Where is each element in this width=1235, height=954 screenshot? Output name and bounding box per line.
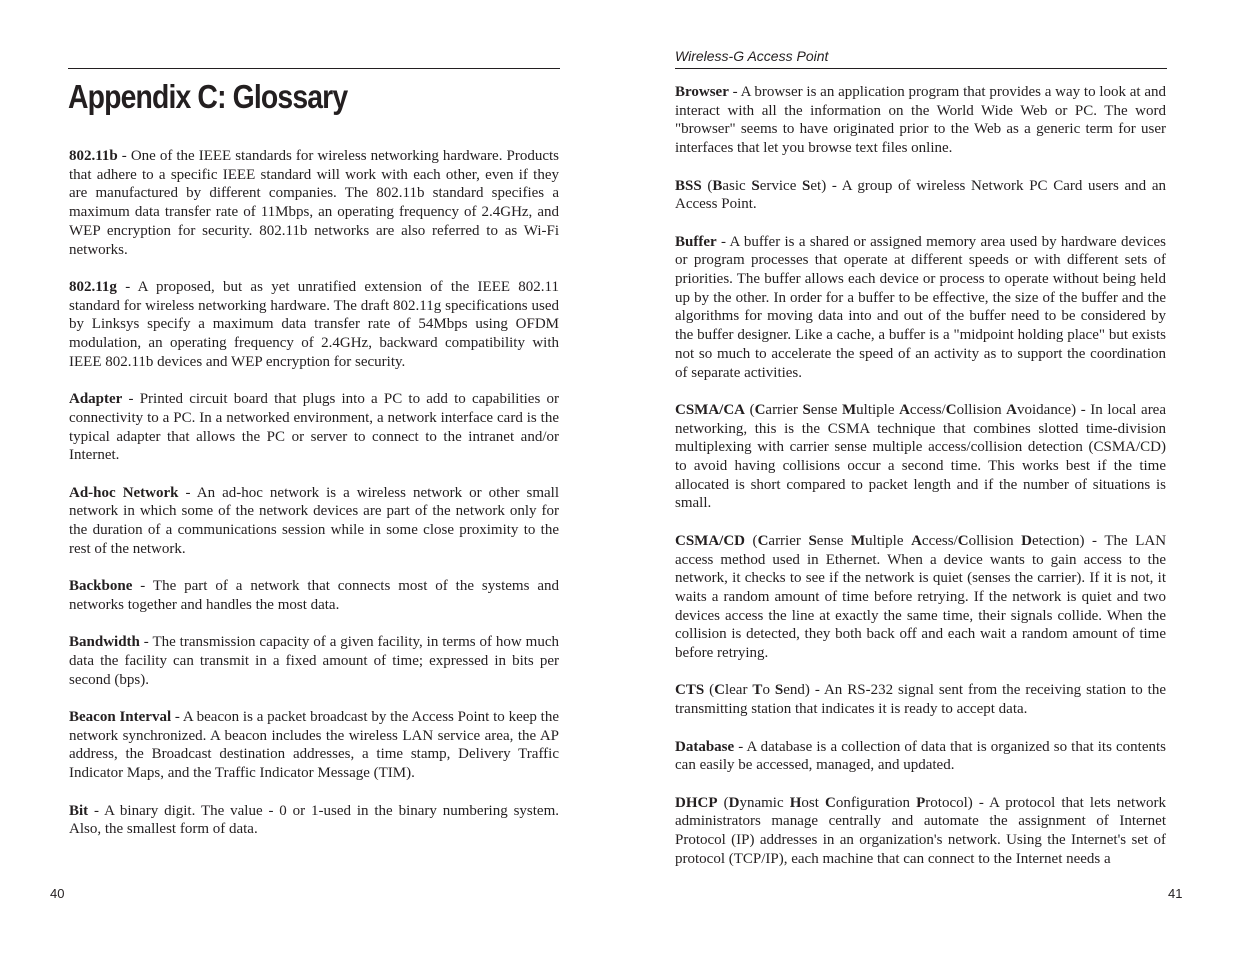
expansion-rest: arrier — [768, 532, 809, 549]
entry-term: 802.11g — [69, 278, 117, 295]
entry-definition: - An RS-232 signal sent from the receiving station to the transmitting station that indicates it is ready to accept data. — [675, 682, 1166, 718]
entry-term: Database — [675, 738, 735, 755]
page-number: 41 — [1168, 886, 1183, 901]
expansion-initial: A — [911, 532, 922, 549]
glossary-entry — [69, 484, 559, 559]
expansion-initial: S — [751, 177, 760, 194]
entry-definition: - A group of wireless Network PC Card users and an Access Point. — [675, 177, 1167, 213]
expansion-rest: onfiguration — [835, 794, 917, 811]
expansion-initial: H — [789, 794, 802, 811]
expansion-initial: S — [802, 401, 811, 418]
running-header: Wireless-G Access Point — [675, 48, 829, 64]
expansion-rest: ccess/ — [921, 532, 958, 549]
entry-definition: - In local area networking, this is the CSMA technique that combines slotted time-division multiplexing with carrier sense multiple access/collision detection (CSMA/CD) to avoid having collisions occur a second time. This works best if the time allocated is short compared to packet length and if the number of situations is small. — [675, 401, 1166, 512]
expansion-rest: ccess/ — [909, 401, 946, 418]
entry-separator: - — [178, 484, 197, 501]
glossary-entry — [69, 577, 559, 614]
expansion-rest: rotocol — [925, 794, 968, 811]
expansion-initial: C — [714, 682, 725, 699]
expansion-rest: ollision — [956, 401, 1007, 418]
entry-expansion — [714, 682, 805, 698]
expansion-rest: etection — [1032, 532, 1080, 549]
expansion-rest: ervice — [759, 177, 803, 194]
expansion-rest: end — [783, 682, 805, 699]
entry-expansion — [729, 795, 968, 811]
expansion-rest: ense — [816, 532, 851, 549]
entry-definition: - A buffer is a shared or assigned memory area used by hardware devices or program processes that operate at different speeds or with different sets of priorities. The buffer allows each device or process to operate without being held up by the other. In order for a buffer to be effective, the size of the buffer and the algorithms for moving data into and out of the buffer need to be considered by the buffer designer. Like a cache, a buffer is a "midpoint holding place" but exists not so much to accelerate the speed of an activity as to support the coordination of separate activities. — [675, 233, 1166, 381]
expansion-rest: et — [810, 177, 822, 194]
expansion-initial: A — [899, 401, 910, 418]
entry-term: Beacon Interval — [69, 709, 172, 725]
glossary-entry — [69, 708, 559, 783]
entry-definition: One of the IEEE standards for wireless networking hardware. Products that adhere to a specific IEEE standard will work with each other, even if they are manufactured by different companies. The 802.11b standard specifies a maximum data transfer rate of 11Mbps, an operating frequency of 2.4GHz, and WEP encryption for security. 802.11b networks are also referred to as Wi-Fi networks. — [69, 148, 559, 258]
glossary-entries — [675, 83, 1166, 887]
entry-term: Bandwidth — [69, 634, 140, 651]
expansion-initial: B — [712, 177, 723, 194]
glossary-entry — [69, 802, 559, 839]
expansion-rest: ense — [810, 401, 842, 418]
expansion-rest: ollision — [968, 532, 1022, 549]
glossary-entry — [675, 233, 1166, 383]
entry-term: Backbone — [69, 578, 133, 595]
entry-separator: - — [116, 278, 138, 295]
glossary-entry — [69, 390, 559, 465]
expansion-rest: ost — [801, 794, 825, 811]
expansion-rest: o — [762, 682, 775, 699]
page-title: Appendix C: Glossary — [68, 78, 348, 115]
expansion-rest: ultiple — [856, 401, 900, 418]
entry-term: 802.11b — [69, 148, 118, 164]
expansion-initial: C — [754, 401, 766, 418]
expansion-initial: C — [945, 401, 957, 418]
entry-definition: A proposed, but as yet unratified extension of the IEEE 802.11 standard for wireless networking hardware. The draft 802.11g specifications used by Linksys specify a maximum data transfer rate of 54Mbps using OFDM modulation, an operating frequency of 2.4GHz, backward compatibility with IEEE 802.11b devices and WEP encryption for security. — [69, 278, 559, 370]
glossary-entry — [675, 738, 1166, 775]
entry-separator: - — [117, 148, 131, 164]
expansion-initial: S — [774, 682, 784, 699]
right-page — [617, 0, 1235, 954]
glossary-entry — [69, 633, 559, 689]
expansion-rest: ynamic — [739, 794, 790, 811]
expansion-initial: C — [757, 532, 769, 549]
entry-definition: - A browser is an application program that provides a way to look at and interact with all the information on the World Wide Web or PC. The word "browser" seems to have originated prior to the Web as a generic term for user interfaces that let you browse text files online. — [675, 84, 1166, 157]
entry-term: Ad-hoc Network — [69, 484, 179, 501]
entry-definition: The transmission capacity of a given facility, in terms of how much data the facility can transmit in a fixed amount of time; expressed in bits per second (bps). — [69, 634, 559, 688]
expansion-initial: P — [916, 794, 926, 811]
glossary-entry: DHCP (Dynamic Host Configuration Protocol) - A protocol that lets network administrators manage centrally and automate the assignment of Internet Protocol (IP) addresses in an organization's network. Using the Internet's set of protocol (TCP/IP), each machine that can connect to the Internet needs a — [675, 794, 1167, 867]
entry-separator: - — [132, 578, 153, 595]
header-rule — [675, 68, 1167, 69]
entry-separator: - — [122, 391, 140, 408]
expansion-rest: lear — [724, 682, 753, 699]
expansion-initial: S — [808, 532, 817, 549]
page-number: 40 — [50, 886, 65, 901]
expansion-initial: C — [825, 794, 836, 811]
glossary-entry: CSMA/CA (Carrier Sense Multiple Access/Collision Avoidance) - In local area networking, this is the CSMA technique that combines slotted time-division multiplexing with carrier sense multiple access/collision detection (CSMA/CD) to avoid having collisions occur a second time. This works best if the time allocated is short compared to packet length and if the number of situations is small. — [675, 401, 1166, 512]
entry-definition: - The LAN access method used in Ethernet. When a device wants to gain access to the network, it checks to see if the network is quiet (senses the carrier). If it is not, it waits a random amount of time before retrying. If the network is quiet and two devices access the line at exactly the same time, their signals collide. When the collision is detected, they both back off and each wait a random amount of time before retrying. — [675, 532, 1167, 662]
glossary-entry — [675, 83, 1166, 158]
entry-separator: - — [139, 634, 153, 651]
entry-term: CSMA/CD — [675, 532, 745, 549]
top-rule — [68, 68, 560, 69]
expansion-initial: D — [728, 794, 740, 811]
entry-definition: - A protocol that lets network administrators manage centrally and automate the assignment of Internet Protocol (IP) addresses in an organization's network. Using the Internet's set of protocol (TCP/IP), each machine that can connect to the Internet needs a — [675, 794, 1167, 867]
glossary-entry: CSMA/CD (Carrier Sense Multiple Access/Collision Detection) - The LAN access method used in Ethernet. When a device wants to gain access to the network, it checks to see if the network is quiet (senses the carrier). If it is not, it waits a random amount of time before retrying. If the network is quiet and two devices access the line at exactly the same time, their signals collide. When the collision is detected, they both back off and each wait a random amount of time before retrying. — [675, 532, 1167, 662]
entry-term: Adapter — [69, 391, 123, 408]
expansion-rest: arrier — [765, 401, 803, 418]
expansion-initial: M — [842, 401, 857, 418]
expansion-rest: ultiple — [865, 532, 912, 549]
expansion-rest: asic — [722, 177, 752, 194]
glossary-entry: BSS (Basic Service Set) - A group of wireless Network PC Card users and an Access Point. — [675, 177, 1167, 213]
entry-term: CSMA/CA — [675, 401, 745, 418]
glossary-entry — [69, 147, 559, 259]
expansion-initial: A — [1006, 401, 1017, 418]
entry-term: DHCP — [675, 794, 718, 811]
entry-term: Buffer — [675, 233, 717, 250]
entry-expansion — [758, 533, 1080, 549]
expansion-initial: D — [1021, 532, 1032, 549]
expansion-initial: M — [851, 532, 866, 549]
entry-definition: Printed circuit board that plugs into a PC to add to capabilities or connectivity to a PC. In a networked environment, a network interface card is the typical adapter that allows the PC or server to connect to the intranet and/or Internet. — [69, 391, 559, 464]
glossary-entry — [69, 278, 559, 372]
expansion-rest: voidance — [1017, 401, 1072, 418]
entry-definition: - A database is a collection of data that is organized so that its contents can easily be accessed, managed, and updated. — [675, 738, 1166, 774]
expansion-initial: S — [802, 177, 811, 194]
expansion-initial: C — [957, 532, 969, 549]
entry-definition: An ad-hoc network is a wireless network or other small network in which some of the network devices are part of the network only for the duration of a communications session while in some close proximity to the rest of the network. — [69, 484, 559, 557]
entry-definition: A binary digit. The value - 0 or 1-used in the binary numbering system. Also, the smallest form of data. — [69, 802, 560, 838]
entry-term: Browser — [675, 84, 729, 100]
entry-term: BSS — [675, 177, 702, 194]
entry-separator: - — [88, 802, 105, 819]
entry-separator: - — [171, 709, 183, 725]
glossary-entries — [69, 147, 559, 858]
entry-definition: A beacon is a packet broadcast by the Access Point to keep the network synchronized. A beacon includes the wireless LAN service area, the AP address, the Broadcast destination addresses, a time stamp, Delivery Traffic Indicator Maps, and the Traffic Indicator Message (TIM). — [69, 709, 560, 782]
entry-definition: The part of a network that connects most of the systems and networks together and handles the most data. — [69, 578, 559, 613]
entry-expansion — [712, 178, 821, 194]
entry-term: Bit — [69, 802, 89, 819]
glossary-entry: CTS (Clear To Send) - An RS-232 signal sent from the receiving station to the transmitting station that indicates it is ready to accept data. — [675, 682, 1166, 718]
entry-term: CTS — [675, 682, 705, 699]
entry-expansion — [755, 402, 1072, 418]
left-page — [0, 0, 617, 954]
expansion-initial: T — [752, 682, 763, 699]
